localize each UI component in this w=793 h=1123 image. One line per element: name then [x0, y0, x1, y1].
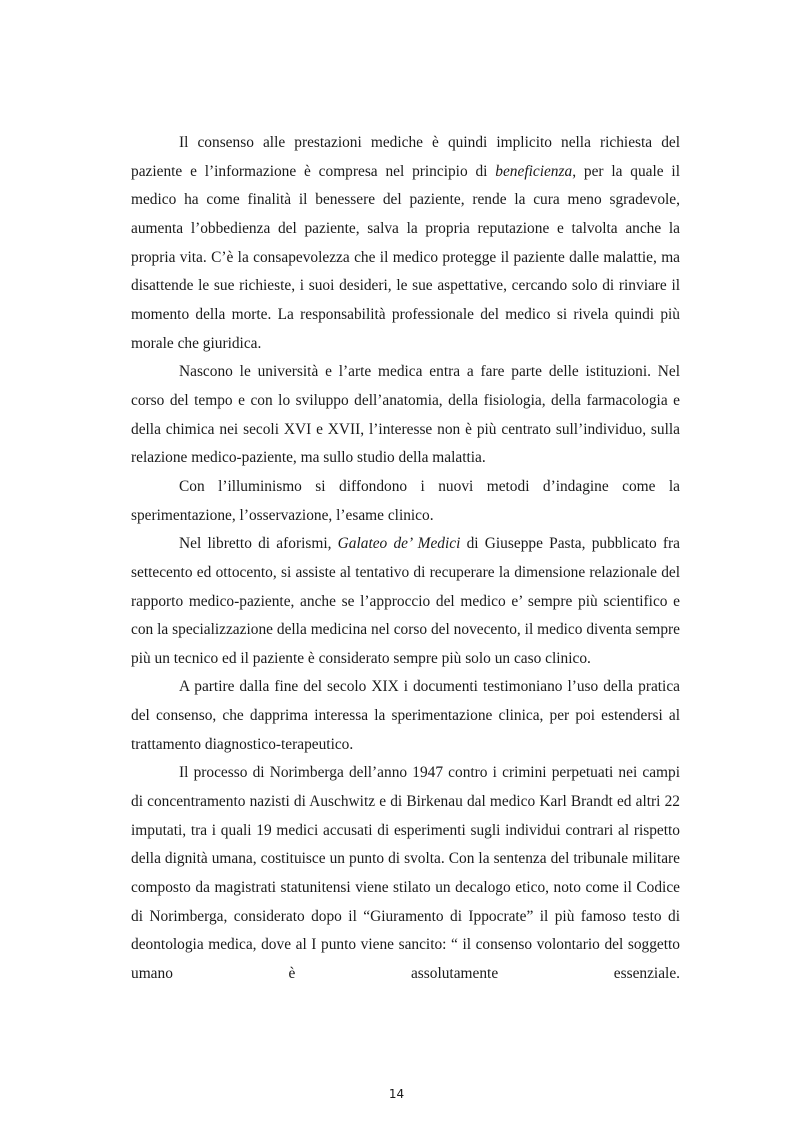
- page-number: 14: [388, 1087, 405, 1101]
- text-segment: A partire dalla fine del secolo XIX i documenti testimoniano l’uso della pratica del consenso, che dapprima interessa la sperimentazione clinica, per poi estendersi al trattamento diagnostico-terapeutico.: [131, 678, 680, 753]
- text-segment: Il processo di Norimberga dell’anno 1947 contro i crimini perpetuati nei campi di concentramento nazisti di Auschwitz e di Birkenau dal medico Karl Brandt ed altri 22 imputati, tra i quali 19 medici accusati di esperimenti sugli individui contrari al rispetto della dignità umana, costituisce un punto di svolta. Con la sentenza del tribunale militare composto da magistrati statunitensi viene stilato un decalogo etico, noto come il Codice di Norimberga, considerato dopo il “Giuramento di Ippocrate” il più famoso testo di deontologia medica, dove al I punto viene sancito: “ il consenso volontario del soggetto umano è assolutamente essenziale.: [131, 764, 680, 983]
- paragraph-secolo-xix: [131, 673, 680, 759]
- text-segment: Nascono le università e l’arte medica entra a fare parte delle istituzioni. Nel corso del tempo e con lo sviluppo dell’anatomia, della fisiologia, della farmacologia e della chimica nei secoli XVI e XVII, l’interesse non è più centrato sull’individuo, sulla relazione medico-paziente, ma sullo studio della malattia.: [131, 363, 680, 467]
- body-text: [131, 129, 680, 989]
- text-segment: di Giuseppe Pasta, pubblicato fra settecento ed ottocento, si assiste al tentativo di recuperare la dimensione relazionale del rapporto medico-paziente, anche se l’approccio del medico e’ sempre più scientifico e con la specializzazione della medicina nel corso del novecento, il medico diventa sempre più un tecnico ed il paziente è considerato sempre più solo un caso clinico.: [131, 535, 680, 667]
- italic-title-galateo: Galateo de’ Medici: [337, 535, 461, 553]
- paragraph-galateo: [131, 530, 680, 673]
- paragraph-illuminismo: [131, 473, 680, 530]
- text-segment: Con l’illuminismo si diffondono i nuovi metodi d’indagine come la sperimentazione, l’osservazione, l’esame clinico.: [131, 477, 680, 524]
- italic-term-beneficienza: beneficienza: [495, 162, 573, 180]
- text-segment: Il consenso alle prestazioni mediche è quindi implicito nella richiesta del paziente e l’informazione è compresa nel principio di: [131, 134, 680, 180]
- paragraph-consenso: [131, 129, 680, 358]
- paragraph-universita: [131, 358, 680, 473]
- paragraph-norimberga: [131, 759, 680, 988]
- text-segment: , per la quale il medico ha come finalità il benessere del paziente, rende la cura meno sgradevole, aumenta l’obbedienza del paziente, salva la propria reputazione e talvolta anche la propria vita. C’è la consapevolezza che il medico protegge il paziente dalle malattie, ma disattende le sue richieste, i suoi desideri, le sue aspettative, cercando solo di rinviare il momento della morte. La responsabilità professionale del medico si rivela quindi più morale che giuridica.: [131, 162, 680, 352]
- text-segment: Nel libretto di aforismi,: [179, 535, 338, 553]
